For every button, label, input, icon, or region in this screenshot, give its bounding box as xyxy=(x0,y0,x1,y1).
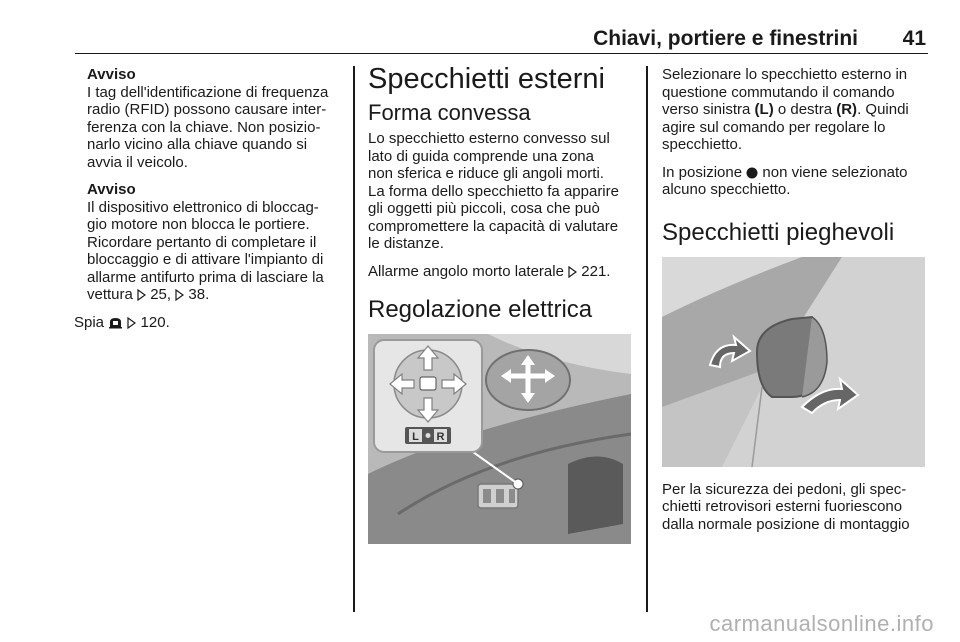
triangle-ref-icon xyxy=(137,289,146,301)
column-middle xyxy=(368,63,633,544)
text-line: I tag dell'identificazione di frequenza xyxy=(87,83,329,101)
paragraph-neutral-position xyxy=(662,164,928,199)
text-line: radio (RFID) possono causare inter- xyxy=(87,101,327,118)
text-line: agire sul comando per regolare lo xyxy=(662,118,886,136)
text-line: vettura 25, 38. xyxy=(87,286,210,303)
page-ref-link[interactable]: 120. xyxy=(140,313,170,331)
text-fragment: Spia xyxy=(74,313,109,331)
bold-left-label: (L) xyxy=(754,101,774,118)
text-line: chietti retrovisori esterni fuoriescono xyxy=(662,498,903,515)
section-heading: Specchietti esterni xyxy=(368,63,605,95)
page-ref-link[interactable]: 25 xyxy=(150,286,167,303)
note-immobilizer xyxy=(87,181,343,304)
text-line: Per la sicurezza dei pedoni, gli spec- xyxy=(662,480,907,498)
page-ref-link[interactable]: 221. xyxy=(581,262,611,280)
page-ref-link[interactable]: 38. xyxy=(188,286,210,303)
left-mirror-label: L xyxy=(412,431,419,443)
alarm-lamp-icon xyxy=(108,315,123,329)
text-line: allarme antifurto prima di lasciare la xyxy=(87,268,324,286)
note-rfid xyxy=(87,66,343,171)
text-line: Selezionare lo specchietto esterno in xyxy=(662,66,908,83)
paragraph-pedestrian-safety xyxy=(662,481,928,534)
text-line xyxy=(662,101,928,119)
text-fragment: o destra xyxy=(773,101,837,118)
indicator-ref xyxy=(74,314,343,332)
text-line: questione commutando il comando xyxy=(662,83,895,101)
text-fragment: In posizione xyxy=(662,163,747,181)
subsection-heading: Specchietti pieghevoli xyxy=(662,218,895,246)
triangle-ref-icon xyxy=(127,317,136,329)
paragraph-blindspot xyxy=(368,263,633,281)
watermark: carmanualsonline.info xyxy=(709,611,934,636)
right-mirror-label: R xyxy=(436,431,445,443)
text-line: alcuno specchietto. xyxy=(662,181,791,198)
paragraph-select-mirror xyxy=(662,66,928,154)
column-divider xyxy=(646,66,648,612)
text-line: lato di guida comprende una zona xyxy=(368,147,594,165)
text-line xyxy=(662,164,928,182)
page-header xyxy=(75,27,928,54)
text-line: Lo specchietto esterno convesso sul xyxy=(368,130,610,147)
note-label: Avviso xyxy=(87,181,136,198)
note-label: Avviso xyxy=(87,66,136,83)
text-fragment: verso sinistra xyxy=(662,101,755,118)
text-line: narlo vicino alla chiave quando si xyxy=(87,136,308,153)
folding-mirror-figure xyxy=(662,257,925,467)
text-line: Ricordare pertanto di completare il xyxy=(87,233,317,251)
text-line: gli oggetti più piccoli, cosa che può xyxy=(368,200,600,217)
paragraph-convex xyxy=(368,130,633,253)
subsection-heading: Forma convessa xyxy=(368,100,531,125)
text-line: bloccaggio e di attivare l'impianto di xyxy=(87,251,324,268)
mirror-adjust-figure xyxy=(368,334,631,544)
chapter-title: Chiavi, portiere e finestrini xyxy=(593,27,858,50)
text-line: La forma dello specchietto fa apparire xyxy=(368,182,619,200)
text-line: ferenza con la chiave. Non posizio- xyxy=(87,118,321,136)
text-fragment: non viene selezionato xyxy=(758,163,908,181)
text-line: avvia il veicolo. xyxy=(87,153,188,171)
text-line: non sferica e riduce gli angoli morti. xyxy=(368,165,604,182)
bold-right-label: (R) xyxy=(836,101,858,118)
text-line: le distanze. xyxy=(368,235,444,252)
text-line: specchietto. xyxy=(662,136,743,153)
column-right xyxy=(662,66,928,543)
text-line: Il dispositivo elettronico di bloccag- xyxy=(87,198,319,216)
subsection-heading: Regolazione elettrica xyxy=(368,296,593,323)
text-line: compromettere la capacità di valutare xyxy=(368,217,619,235)
text-fragment: . Quindi xyxy=(857,101,909,118)
text-line: gio motore non blocca le portiere. xyxy=(87,216,310,233)
page-number: 41 xyxy=(902,27,926,50)
folding-mirror-illustration xyxy=(662,257,925,467)
column-left xyxy=(75,66,343,346)
triangle-ref-icon xyxy=(175,289,184,301)
text-fragment: Allarme angolo morto laterale xyxy=(368,262,569,280)
filled-circle-icon xyxy=(746,167,758,179)
text-line: dalla normale posizione di montaggio xyxy=(662,515,910,533)
mirror-adjust-illustration xyxy=(368,334,631,544)
triangle-ref-icon xyxy=(568,266,577,278)
text-fragment: vettura xyxy=(87,286,138,303)
column-divider xyxy=(353,66,355,612)
